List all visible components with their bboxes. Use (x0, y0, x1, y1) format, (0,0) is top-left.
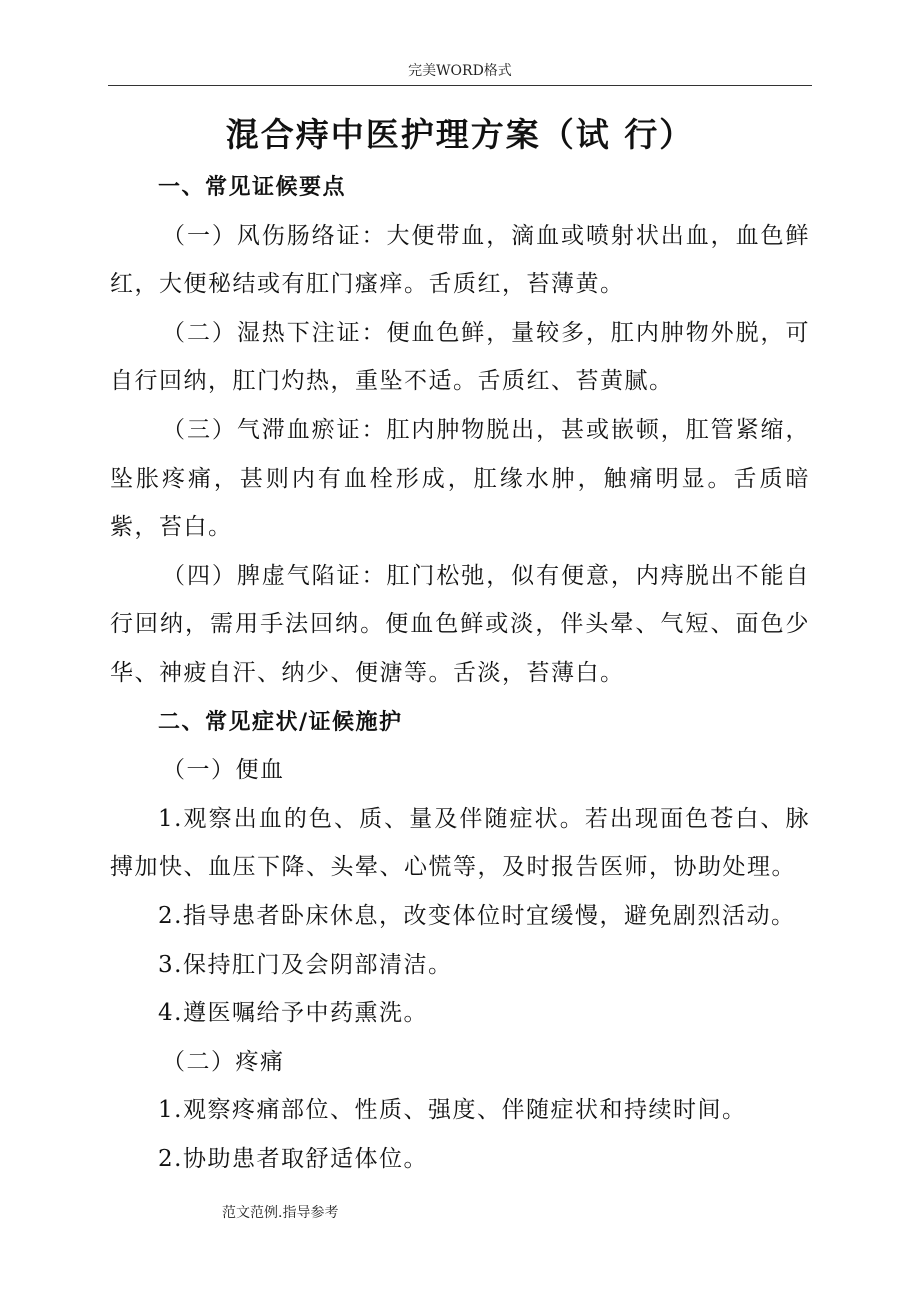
syndrome-paragraph-2: （二）湿热下注证：便血色鲜，量较多，肛内肿物外脱，可自行回纳，肛门灼热，重坠不适。舌质红、苔黄腻。 (110, 319, 810, 395)
list-item: 2.协助患者取舒适体位。 (158, 1145, 428, 1172)
list-item: 3.保持肛门及会阴部清洁。 (158, 951, 453, 978)
page-footer: 范文范例.指导参考 (222, 1205, 339, 1221)
list-item: 2.指导患者卧床休息，改变体位时宜缓慢，避免剧烈活动。 (158, 902, 796, 929)
syndrome-paragraph-1: （一）风伤肠络证：大便带血，滴血或喷射状出血，血色鲜红，大便秘结或有肛门瘙痒。舌质红，苔薄黄。 (110, 222, 810, 298)
section-heading-syndromes: 一、常见证候要点 (158, 174, 347, 200)
list-item: 1.观察出血的色、质、量及伴随症状。若出现面色苍白、脉搏加快、血压下降、头晕、心慌等，及时报告医师，协助处理。 (110, 805, 810, 881)
subheading-bleeding: （一）便血 (162, 757, 285, 784)
syndrome-paragraph-4: （四）脾虚气陷证：肛门松弛，似有便意，内痔脱出不能自行回纳，需用手法回纳。便血色鲜或淡，伴头晕、气短、面色少华、神疲自汗、纳少、便溏等。舌淡，苔薄白。 (110, 562, 810, 686)
list-item: 4.遵医嘱给予中药熏洗。 (158, 1000, 428, 1027)
syndrome-paragraph-3: （三）气滞血瘀证：肛内肿物脱出，甚或嵌顿，肛管紧缩，坠胀疼痛，甚则内有血栓形成，肛缘水肿，触痛明显。舌质暗紫，苔白。 (110, 416, 810, 541)
document-body (110, 163, 810, 1183)
section-heading-care: 二、常见症状/证候施护 (158, 708, 403, 735)
document-title: 混合痔中医护理方案（试 行） (225, 115, 695, 154)
page-header: 完美WORD格式 (408, 63, 512, 79)
header-divider (108, 85, 812, 86)
list-item: 1.观察疼痛部位、性质、强度、伴随症状和持续时间。 (158, 1097, 747, 1124)
subheading-pain: （二）疼痛 (162, 1048, 285, 1075)
